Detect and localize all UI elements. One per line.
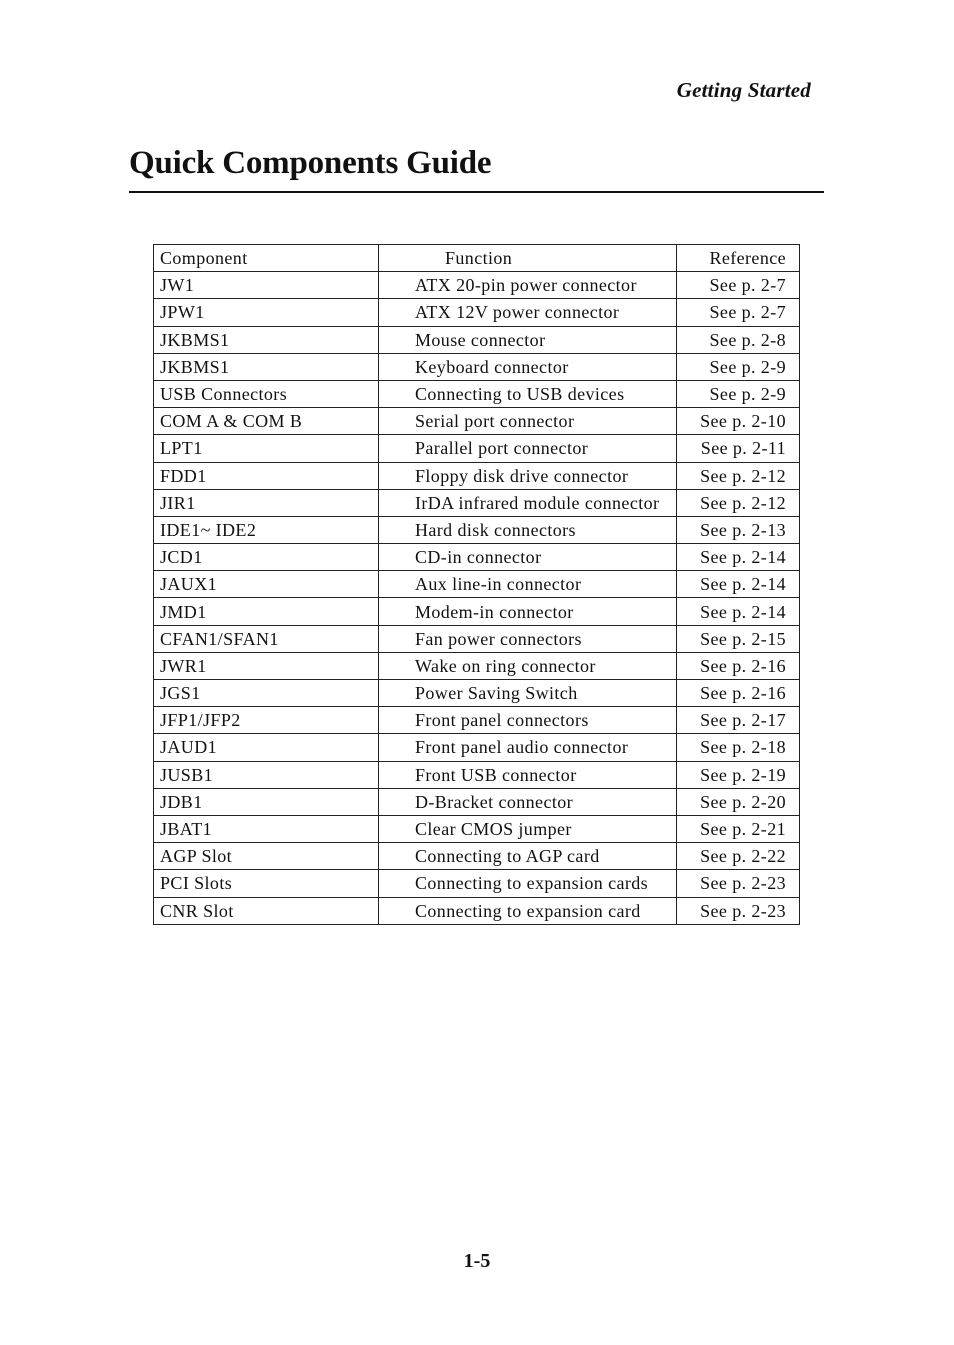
function-cell: Front USB connector [379, 761, 677, 788]
reference-cell: See p. 2-23 [677, 897, 800, 924]
component-cell: JWR1 [154, 652, 379, 679]
reference-cell: See p. 2-9 [677, 380, 800, 407]
function-cell: Connecting to expansion card [379, 897, 677, 924]
component-cell: LPT1 [154, 435, 379, 462]
function-cell: Modem-in connector [379, 598, 677, 625]
reference-cell: See p. 2-23 [677, 870, 800, 897]
table-row [154, 652, 800, 679]
function-cell: Connecting to expansion cards [379, 870, 677, 897]
reference-cell: See p. 2-18 [677, 734, 800, 761]
function-cell: ATX 20-pin power connector [379, 272, 677, 299]
function-cell: Hard disk connectors [379, 516, 677, 543]
table-row [154, 598, 800, 625]
component-cell: JGS1 [154, 680, 379, 707]
table-row [154, 353, 800, 380]
column-header-reference: Reference [677, 245, 800, 272]
component-cell: JAUX1 [154, 571, 379, 598]
table-row [154, 788, 800, 815]
function-cell: Parallel port connector [379, 435, 677, 462]
function-cell: Front panel audio connector [379, 734, 677, 761]
function-cell: Front panel connectors [379, 707, 677, 734]
table-row [154, 544, 800, 571]
function-cell: D-Bracket connector [379, 788, 677, 815]
reference-cell: See p. 2-9 [677, 353, 800, 380]
reference-cell: See p. 2-19 [677, 761, 800, 788]
component-cell: CNR Slot [154, 897, 379, 924]
component-cell: JPW1 [154, 299, 379, 326]
table-row [154, 272, 800, 299]
table-row [154, 299, 800, 326]
page-title: Quick Components Guide [129, 145, 492, 181]
table-row [154, 326, 800, 353]
reference-cell: See p. 2-21 [677, 815, 800, 842]
reference-cell: See p. 2-14 [677, 598, 800, 625]
component-cell: JKBMS1 [154, 353, 379, 380]
running-header: Getting Started [676, 78, 811, 102]
function-cell: Keyboard connector [379, 353, 677, 380]
component-cell: PCI Slots [154, 870, 379, 897]
reference-cell: See p. 2-7 [677, 272, 800, 299]
title-divider [129, 191, 824, 193]
reference-cell: See p. 2-13 [677, 516, 800, 543]
table-row [154, 897, 800, 924]
column-header-component: Component [154, 245, 379, 272]
table-row [154, 489, 800, 516]
function-cell: Connecting to AGP card [379, 843, 677, 870]
reference-cell: See p. 2-10 [677, 408, 800, 435]
function-cell: IrDA infrared module connector [379, 489, 677, 516]
component-cell: AGP Slot [154, 843, 379, 870]
function-cell: Floppy disk drive connector [379, 462, 677, 489]
component-cell: COM A & COM B [154, 408, 379, 435]
function-cell: Fan power connectors [379, 625, 677, 652]
reference-cell: See p. 2-16 [677, 652, 800, 679]
table-row [154, 815, 800, 842]
function-cell: Clear CMOS jumper [379, 815, 677, 842]
component-cell: JDB1 [154, 788, 379, 815]
reference-cell: See p. 2-12 [677, 489, 800, 516]
function-cell: Aux line-in connector [379, 571, 677, 598]
table-row [154, 435, 800, 462]
function-cell: Connecting to USB devices [379, 380, 677, 407]
reference-cell: See p. 2-7 [677, 299, 800, 326]
table-row [154, 843, 800, 870]
function-cell: ATX 12V power connector [379, 299, 677, 326]
column-header-function: Function [379, 245, 677, 272]
table-row [154, 516, 800, 543]
component-cell: JW1 [154, 272, 379, 299]
function-cell: Wake on ring connector [379, 652, 677, 679]
component-cell: JIR1 [154, 489, 379, 516]
table-row [154, 462, 800, 489]
reference-cell: See p. 2-8 [677, 326, 800, 353]
function-cell: Power Saving Switch [379, 680, 677, 707]
component-cell: JMD1 [154, 598, 379, 625]
page-number: 1-5 [463, 1250, 491, 1272]
reference-cell: See p. 2-20 [677, 788, 800, 815]
reference-cell: See p. 2-15 [677, 625, 800, 652]
table-row [154, 761, 800, 788]
component-cell: JUSB1 [154, 761, 379, 788]
table-row [154, 625, 800, 652]
function-cell: CD-in connector [379, 544, 677, 571]
reference-cell: See p. 2-14 [677, 571, 800, 598]
component-cell: IDE1~ IDE2 [154, 516, 379, 543]
reference-cell: See p. 2-14 [677, 544, 800, 571]
table-row [154, 408, 800, 435]
table-body [154, 272, 800, 925]
table-row [154, 680, 800, 707]
table-row [154, 380, 800, 407]
component-cell: FDD1 [154, 462, 379, 489]
reference-cell: See p. 2-11 [677, 435, 800, 462]
component-cell: CFAN1/SFAN1 [154, 625, 379, 652]
reference-cell: See p. 2-22 [677, 843, 800, 870]
function-cell: Mouse connector [379, 326, 677, 353]
component-cell: JBAT1 [154, 815, 379, 842]
component-cell: JKBMS1 [154, 326, 379, 353]
component-cell: JCD1 [154, 544, 379, 571]
table-row [154, 870, 800, 897]
function-cell: Serial port connector [379, 408, 677, 435]
table-header-row [154, 245, 800, 272]
component-cell: USB Connectors [154, 380, 379, 407]
components-table [153, 244, 800, 925]
reference-cell: See p. 2-12 [677, 462, 800, 489]
table-row [154, 707, 800, 734]
reference-cell: See p. 2-16 [677, 680, 800, 707]
component-cell: JFP1/JFP2 [154, 707, 379, 734]
table-row [154, 734, 800, 761]
table-row [154, 571, 800, 598]
component-cell: JAUD1 [154, 734, 379, 761]
reference-cell: See p. 2-17 [677, 707, 800, 734]
